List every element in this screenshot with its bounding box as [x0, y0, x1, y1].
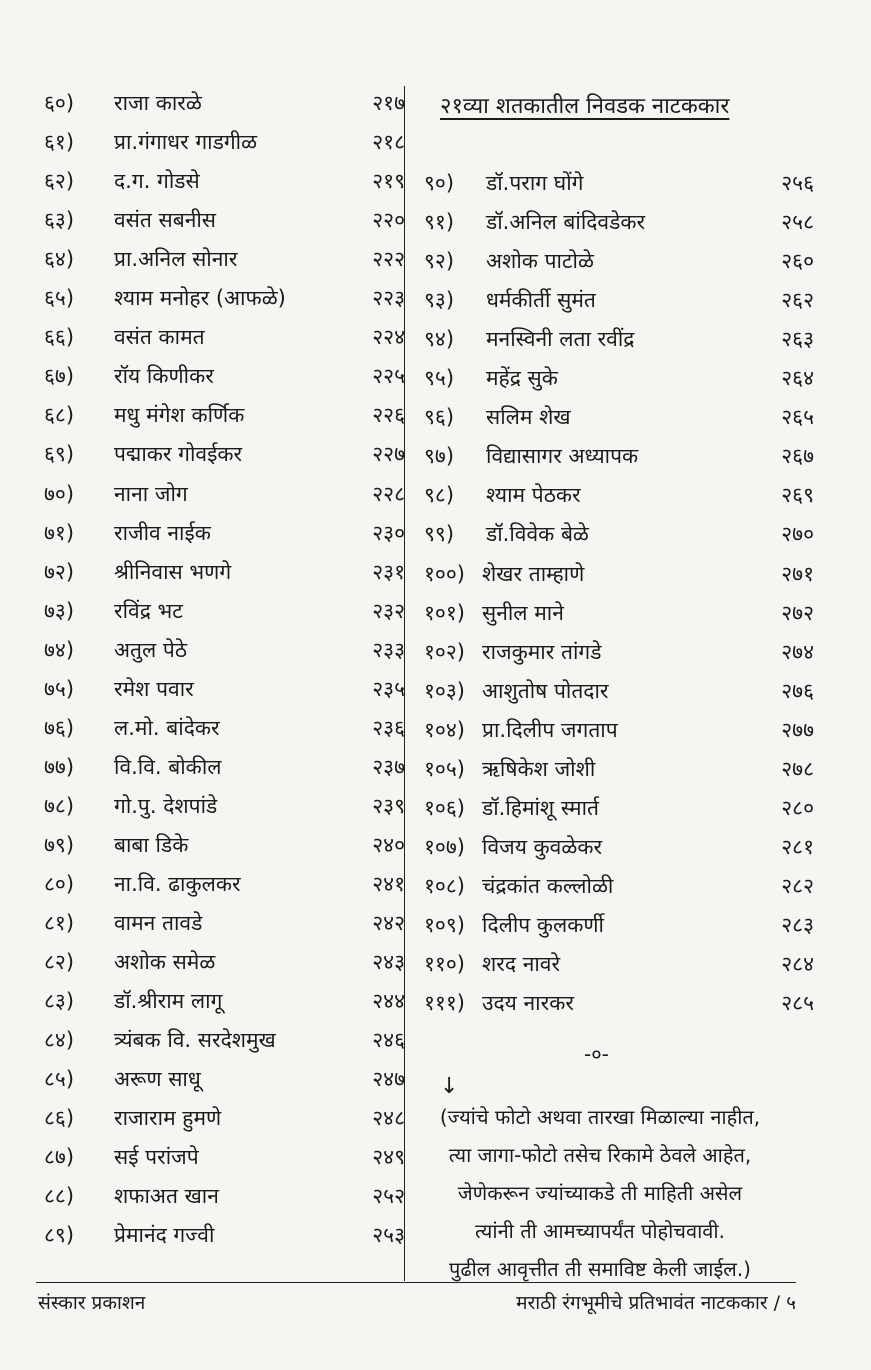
entry-page-number: २६३: [781, 327, 814, 352]
entry-number: ८८): [44, 1184, 75, 1209]
entry-page-number: २३३: [372, 637, 405, 662]
entry-page-number: २२८: [372, 481, 405, 506]
entry-page-number: २५६: [781, 171, 814, 195]
end-mark: -०-: [584, 1042, 609, 1066]
entry-page-number: २२५: [372, 364, 405, 389]
footer-publisher: संस्कार प्रकाशन: [38, 1292, 146, 1314]
entry-name: डॉ.पराग घोंगे: [486, 171, 584, 195]
entry-name: राजाराम हुमणे: [114, 1106, 222, 1131]
entry-number: १०७): [424, 834, 465, 859]
entry-number: ७६): [44, 715, 75, 740]
entry-name: मधु मंगेश कर्णिक: [114, 403, 245, 428]
entry-name: श्याम मनोहर (आफळे): [114, 286, 286, 311]
entry-page-number: २६७: [781, 444, 814, 469]
entry-page-number: २६२: [781, 288, 814, 313]
entry-name: धर्मकीर्ती सुमंत: [486, 288, 596, 313]
entry-number: ९०): [424, 171, 455, 195]
entry-name: प्रेमानंद गज्वी: [114, 1223, 215, 1248]
entry-number: ७१): [44, 520, 75, 545]
entry-number: ७२): [44, 559, 75, 584]
entry-page-number: २२४: [372, 325, 405, 350]
entry-name: वामन तावडे: [114, 911, 203, 936]
entry-page-number: २४०: [372, 832, 405, 857]
entry-page-number: २८१: [781, 834, 814, 859]
entry-number: ९३): [424, 288, 455, 313]
entry-name: उदय नारकर: [482, 991, 574, 1016]
index-entry: [0, 945, 871, 983]
entry-name: सई परांजपे: [114, 1145, 199, 1170]
entry-number: ६७): [44, 364, 75, 389]
entry-page-number: २१७: [372, 91, 405, 115]
index-entry: [0, 320, 871, 358]
entry-name: त्र्यंबक वि. सरदेशमुख: [114, 1028, 276, 1053]
entry-name: आशुतोष पोतदार: [482, 678, 609, 703]
index-entry: [0, 1060, 871, 1098]
entry-name: डॉ.विवेक बेळे: [486, 522, 589, 547]
entry-number: १११): [424, 991, 465, 1016]
entry-number: ६३): [44, 208, 75, 233]
index-entry: [0, 789, 871, 827]
entry-name: सुनील माने: [482, 600, 564, 625]
index-entry: [0, 906, 871, 944]
index-entry: [0, 750, 871, 788]
note-line: (ज्यांचे फोटो अथवा तारखा मिळाल्या नाहीत,: [439, 1105, 761, 1129]
note-line: त्या जागा-फोटो तसेच रिकामे ठेवले आहेत,: [448, 1143, 752, 1167]
entry-name: वसंत सबनीस: [114, 208, 216, 233]
entry-number: ६०): [44, 91, 75, 115]
entry-number: ७९): [44, 832, 75, 857]
entry-number: ६४): [44, 247, 75, 272]
entry-page-number: २७४: [781, 639, 814, 664]
entry-page-number: २३६: [372, 715, 405, 740]
entry-page-number: २६९: [781, 483, 814, 508]
entry-number: ८१): [44, 911, 75, 936]
entry-name: डॉ.हिमांशू स्मार्त: [482, 795, 600, 820]
entry-page-number: २१८: [372, 130, 405, 155]
note-line: त्यांनी ती आमच्यापर्यंत पोहोचवावी.: [475, 1219, 725, 1243]
index-entry: [0, 398, 871, 436]
index-entry: [0, 594, 871, 632]
entry-name: शेखर ताम्हाणे: [482, 561, 585, 586]
index-entry: [0, 828, 871, 866]
entry-number: १०८): [424, 873, 465, 898]
entry-number: ७७): [44, 754, 75, 779]
entry-page-number: २२६: [372, 403, 405, 428]
entry-number: ७८): [44, 793, 75, 818]
entry-page-number: २४४: [372, 989, 405, 1014]
entry-number: ९५): [424, 366, 455, 391]
entry-page-number: २५८: [781, 210, 814, 235]
entry-name: विजय कुवळेकर: [482, 834, 603, 859]
entry-name: श्रीनिवास भणगे: [114, 559, 232, 584]
entry-name: डॉ.श्रीराम लागू: [114, 989, 223, 1014]
note-line: जेणेकरून ज्यांच्याकडे ती माहिती असेल: [457, 1181, 743, 1205]
entry-name: विद्यासागर अध्यापक: [486, 444, 639, 469]
entry-page-number: २६५: [781, 405, 814, 430]
entry-number: ६६): [44, 325, 75, 350]
entry-page-number: २७७: [781, 717, 814, 742]
index-entry: [0, 123, 871, 161]
footer-rule: [36, 1282, 796, 1283]
entry-page-number: २८४: [781, 952, 814, 976]
entry-number: ७०): [44, 481, 75, 506]
entry-number: ६९): [44, 442, 75, 467]
entry-name: डॉ.अनिल बांदिवडेकर: [486, 210, 646, 235]
entry-name: अशोक पाटोळे: [486, 249, 594, 274]
entry-number: ९१): [424, 210, 455, 235]
entry-page-number: २८०: [781, 795, 814, 820]
down-arrow-icon: ↓: [440, 1074, 459, 1099]
entry-number: १०५): [424, 756, 465, 781]
entry-page-number: २२२: [372, 247, 405, 272]
entry-number: ९२): [424, 249, 455, 274]
entry-page-number: २३५: [372, 676, 405, 701]
entry-name: रॉय किणीकर: [114, 364, 214, 389]
entry-name: ल.मो. बांदेकर: [114, 715, 220, 740]
entry-page-number: २७१: [781, 561, 814, 586]
entry-page-number: २५३: [372, 1223, 405, 1248]
entry-page-number: २३७: [372, 754, 405, 779]
index-entry: [0, 633, 871, 671]
entry-number: ६८): [44, 403, 75, 428]
entry-number: ८३): [44, 989, 75, 1014]
index-entry: [0, 867, 871, 905]
entry-page-number: २२०: [372, 208, 405, 233]
entry-number: १०३): [424, 678, 465, 703]
entry-page-number: २७२: [781, 600, 814, 625]
entry-name: अरूण साधू: [114, 1067, 201, 1092]
index-entry: [0, 242, 871, 280]
entry-number: ९७): [424, 444, 455, 469]
entry-number: ६१): [44, 130, 75, 155]
index-entry: [0, 711, 871, 749]
entry-page-number: २४३: [372, 950, 405, 975]
index-entry: [0, 437, 871, 475]
entry-name: श्याम पेठकर: [486, 483, 581, 508]
index-entry: [0, 476, 871, 514]
entry-page-number: २३९: [372, 793, 405, 818]
entry-name: ऋषिकेश जोशी: [482, 756, 596, 781]
entry-number: ९६): [424, 405, 455, 430]
entry-name: महेंद्र सुके: [486, 366, 558, 391]
entry-page-number: २७६: [781, 678, 814, 703]
entry-page-number: २४६: [372, 1028, 405, 1053]
index-entry: [0, 203, 871, 241]
entry-name: वि.वि. बोकील: [114, 754, 222, 779]
entry-name: सलिम शेख: [486, 405, 571, 430]
entry-page-number: २७८: [781, 756, 814, 781]
entry-page-number: २३२: [372, 598, 405, 623]
entry-name: राजकुमार तांगडे: [482, 639, 602, 664]
entry-name: शफाअत खान: [114, 1184, 219, 1209]
entry-page-number: २७०: [781, 522, 814, 547]
entry-page-number: २४८: [372, 1106, 405, 1131]
entry-page-number: २६४: [781, 366, 814, 391]
entry-name: मनस्विनी लता रवींद्र: [486, 327, 635, 352]
note-line: पुढील आवृत्तीत ती समाविष्ट केली जाईल.): [449, 1257, 751, 1281]
entry-number: १०२): [424, 639, 465, 664]
entry-number: ११०): [424, 952, 465, 976]
entry-number: ८२): [44, 950, 75, 975]
entry-page-number: २४७: [372, 1067, 405, 1092]
entry-name: चंद्रकांत कल्लोळी: [482, 873, 614, 898]
footer-title-page: मराठी रंगभूमीचे प्रतिभावंत नाटककार / ५: [516, 1292, 796, 1314]
entry-page-number: २१९: [372, 169, 405, 194]
entry-name: ना.वि. ढाकुलकर: [114, 872, 241, 896]
entry-number: १०१): [424, 600, 465, 625]
entry-page-number: २४१: [372, 872, 405, 896]
entry-page-number: २३०: [372, 520, 405, 545]
entry-number: १०६): [424, 795, 465, 820]
entry-number: १००): [424, 561, 465, 586]
entry-number: ६२): [44, 169, 75, 194]
entry-page-number: २४९: [372, 1145, 405, 1170]
entry-number: ७३): [44, 598, 75, 623]
entry-page-number: २४२: [372, 911, 405, 936]
entry-page-number: २८३: [781, 912, 814, 937]
index-entry: [0, 1021, 871, 1059]
index-entry: [0, 984, 871, 1022]
entry-name: प्रा.दिलीप जगताप: [482, 717, 618, 742]
entry-page-number: २८२: [781, 873, 814, 898]
index-entry: [0, 359, 871, 397]
entry-number: ८६): [44, 1106, 75, 1131]
index-entry: [0, 515, 871, 553]
entry-page-number: २२३: [372, 286, 405, 311]
index-entry: [0, 281, 871, 319]
entry-number: ९८): [424, 483, 455, 508]
entry-name: गो.पु. देशपांडे: [114, 793, 218, 818]
entry-number: ७४): [44, 637, 75, 662]
entry-page-number: २२७: [372, 442, 405, 467]
entry-page-number: २५२: [372, 1184, 405, 1209]
entry-number: १०४): [424, 717, 465, 742]
entry-name: नाना जोग: [114, 481, 188, 506]
entry-page-number: २६०: [781, 249, 814, 274]
entry-name: राजा कारळे: [114, 91, 202, 115]
index-entry: [0, 672, 871, 710]
entry-name: प्रा.गंगाधर गाडगीळ: [114, 130, 258, 155]
entry-number: १०९): [424, 912, 465, 937]
entry-name: द.ग. गोडसे: [114, 169, 200, 194]
entry-page-number: २८५: [781, 991, 814, 1016]
entry-number: ७५): [44, 676, 75, 701]
entry-number: ८४): [44, 1028, 75, 1053]
entry-name: अशोक समेळ: [114, 950, 216, 975]
note-paragraph: [414, 1098, 786, 1288]
entry-number: ८५): [44, 1067, 75, 1092]
entry-name: बाबा डिके: [114, 832, 189, 857]
entry-name: दिलीप कुलकर्णी: [482, 912, 604, 937]
entry-number: ६५): [44, 286, 75, 311]
entry-name: अतुल पेठे: [114, 637, 188, 662]
entry-number: ९४): [424, 327, 455, 352]
section-heading: २१व्या शतकातील निवडक नाटककार: [440, 94, 730, 119]
entry-number: ८७): [44, 1145, 75, 1170]
entry-name: वसंत कामत: [114, 325, 205, 350]
index-entry: [0, 164, 871, 202]
entry-number: ८०): [44, 872, 75, 896]
entry-page-number: २३१: [372, 559, 405, 584]
entry-name: रविंद्र भट: [114, 598, 183, 623]
entry-name: रमेश पवार: [114, 676, 194, 701]
entry-name: राजीव नाईक: [114, 520, 211, 545]
entry-name: पद्माकर गोवईकर: [114, 442, 243, 467]
entry-name: शरद नावरे: [482, 952, 561, 976]
entry-number: ८९): [44, 1223, 75, 1248]
entry-name: प्रा.अनिल सोनार: [114, 247, 238, 272]
entry-number: ९९): [424, 522, 455, 547]
index-entry: [0, 555, 871, 593]
